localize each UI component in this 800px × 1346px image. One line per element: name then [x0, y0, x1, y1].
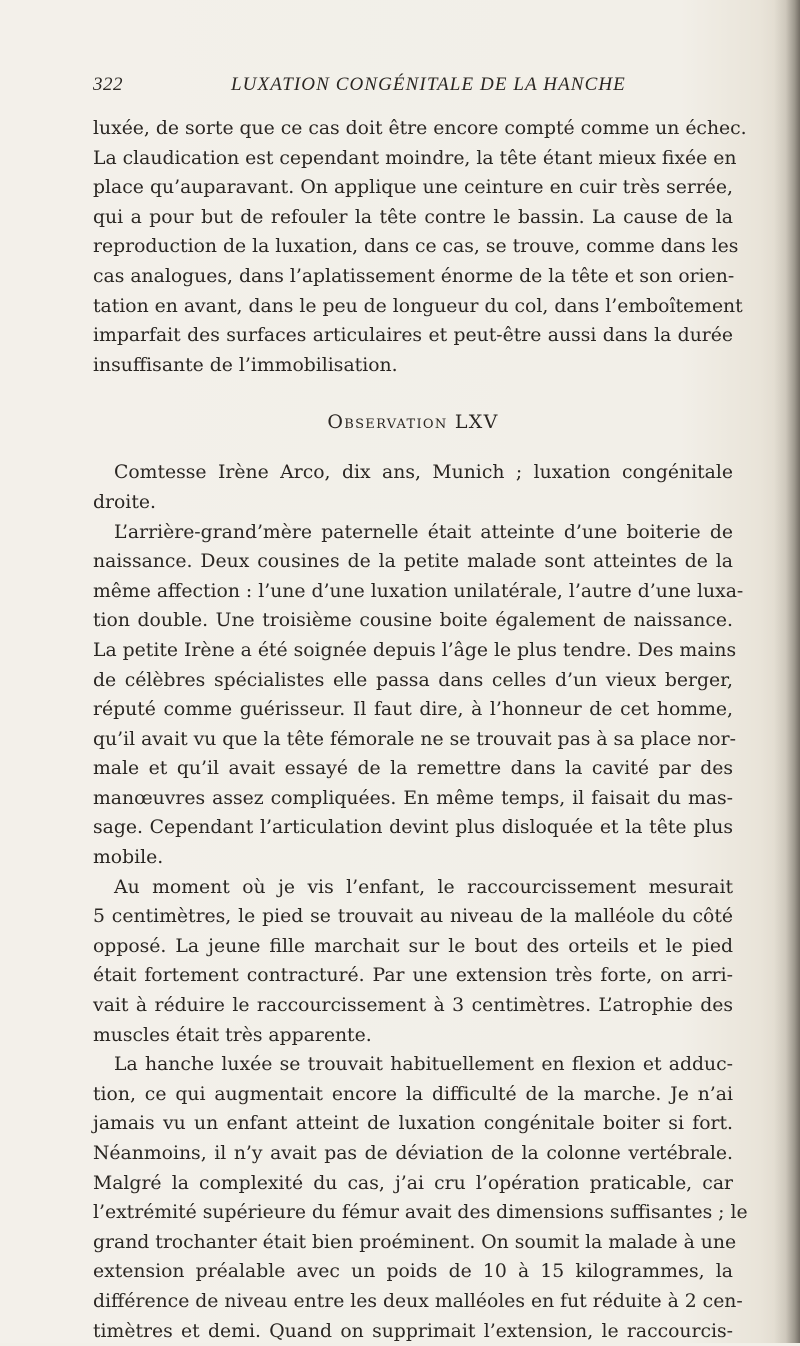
- page-number: 322: [93, 74, 123, 95]
- observation-heading: Observation LXV: [327, 411, 499, 434]
- text-line: opposé. La jeune fille marchait sur le bout des orteils et le pied: [93, 935, 733, 957]
- text-line: qu’il avait vu que la tête fémorale ne se trouvait pas à sa place nor-: [93, 728, 736, 750]
- paragraph-5: [93, 1050, 748, 1346]
- text-line: Malgré la complexité du cas, j’ai cru l’opération praticable, car: [93, 1172, 733, 1194]
- text-line: sage. Cependant l’articulation devint plus disloquée et la tête plus: [93, 817, 733, 839]
- paragraph-2: [93, 458, 733, 517]
- text-line: Néanmoins, il n’y avait pas de déviation de la colonne vertébrale.: [93, 1143, 733, 1164]
- text-line: reproduction de la luxation, dans ce cas, se trouve, comme dans les: [93, 236, 739, 258]
- page-edge-shadow: [774, 0, 800, 1343]
- text-line: muscles était très apparente.: [93, 1024, 372, 1046]
- text-line: manœuvres assez compliquées. En même temps, il faisait du mas-: [93, 787, 733, 809]
- text-line: La claudication est cependant moindre, la tête étant mieux fixée en: [93, 147, 737, 169]
- text-line: tion, ce qui augmentait encore la difficulté de la marche. Je n’ai: [93, 1083, 733, 1105]
- text-line: tion double. Une troisième cousine boite également de naissance.: [93, 610, 733, 632]
- text-line: de célèbres spécialistes elle passa dans celles d’un vieux berger,: [93, 669, 733, 691]
- text-line: naissance. Deux cousines de la petite malade sont atteintes de la: [93, 551, 733, 573]
- text-line: insuffisante de l’immobilisation.: [93, 354, 398, 376]
- text-line: extension préalable avec un poids de 10 à 15 kilogrammes, la: [93, 1261, 733, 1283]
- text-line: male et qu’il avait essayé de la remettre dans la cavité par des: [93, 758, 733, 780]
- text-line: L’arrière-grand’mère paternelle était atteinte d’une boiterie de: [114, 521, 733, 543]
- text-line: vait à réduire le raccourcissement à 3 centimètres. L’atrophie des: [93, 995, 733, 1017]
- paragraph-3: [93, 518, 744, 873]
- text-line: Comtesse Irène Arco, dix ans, Munich ; luxation congénitale: [114, 462, 733, 484]
- text-line: La hanche luxée se trouvait habituellement en flexion et adduc-: [114, 1054, 733, 1076]
- text-line: 5 centimètres, le pied se trouvait au niveau de la malléole du côté: [93, 906, 733, 928]
- text-line: place qu’auparavant. On applique une ceinture en cuir très serrée,: [93, 177, 733, 199]
- body-text: [93, 114, 748, 1346]
- text-line: cas analogues, dans l’aplatissement énorme de la tête et son orien-: [93, 265, 735, 287]
- text-line: qui a pour but de refouler la tête contre le bassin. La cause de la: [93, 206, 733, 228]
- text-line: grand trochanter était bien proéminent. On soumit la malade à une: [93, 1231, 737, 1253]
- text-line: mobile.: [93, 847, 164, 869]
- text-line: Au moment où je vis l’enfant, le raccourcissement mesurait: [114, 876, 733, 898]
- running-title: LUXATION CONGÉNITALE DE LA HANCHE: [231, 74, 626, 95]
- text-line: imparfait des surfaces articulaires et peut-être aussi dans la durée: [93, 325, 733, 347]
- text-line: La petite Irène a été soignée depuis l’âge le plus tendre. Des mains: [93, 639, 737, 661]
- text-line: tation en avant, dans le peu de longueur du col, dans l’emboîtement: [93, 295, 743, 317]
- text-line: différence de niveau entre les deux malléoles en fut réduite à 2 cen-: [93, 1290, 743, 1312]
- running-head: [93, 74, 733, 100]
- text-line: luxée, de sorte que ce cas doit être encore compté comme un échec.: [93, 118, 747, 139]
- text-line: droite.: [93, 491, 156, 513]
- text-line: réputé comme guérisseur. Il faut dire, à l’honneur de cet homme,: [93, 699, 733, 721]
- text-line: l’extrémité supérieure du fémur avait des dimensions suffisantes ; le: [93, 1202, 748, 1224]
- paragraph-4: [93, 873, 733, 1051]
- text-line: jamais vu un enfant atteint de luxation congénitale boiter si fort.: [93, 1113, 733, 1135]
- text-line: même affection : l’une d’une luxation unilatérale, l’autre d’une luxa-: [93, 580, 744, 602]
- paragraph-1: [93, 114, 747, 380]
- text-line: timètres et demi. Quand on supprimait l’extension, le raccourcis-: [93, 1320, 733, 1342]
- text-line: était fortement contracturé. Par une extension très forte, on arri-: [93, 965, 733, 987]
